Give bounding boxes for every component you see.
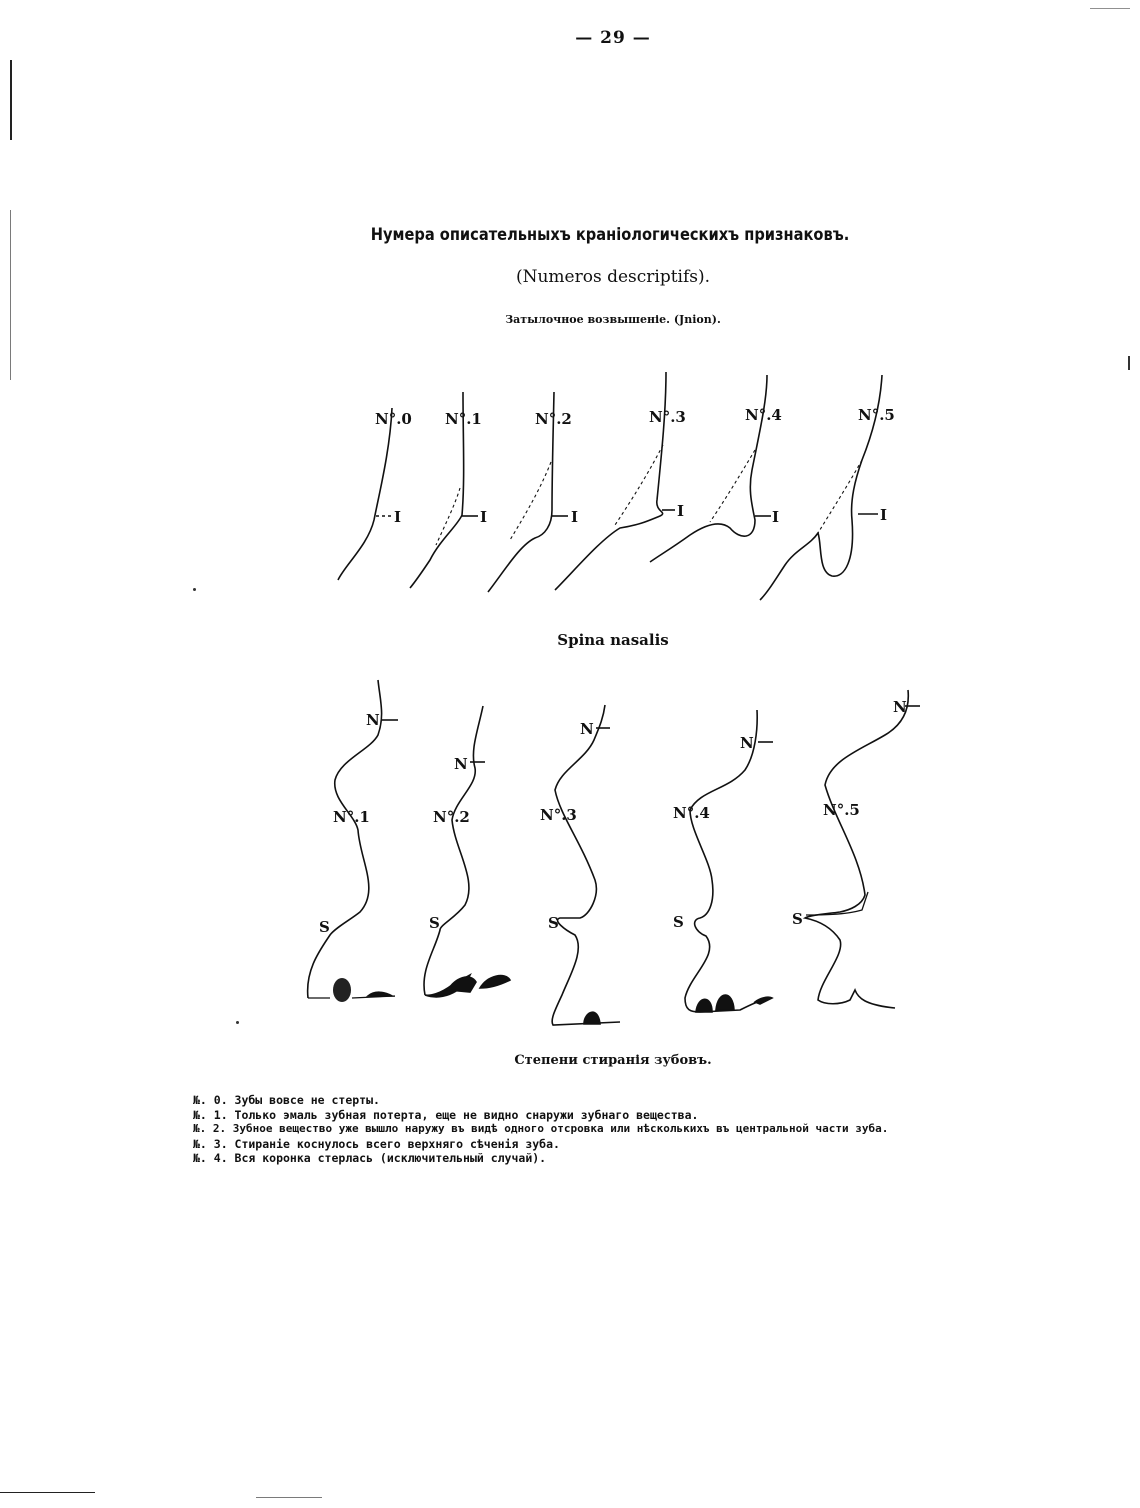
legend-item-2: №. 2. Зубное вещество уже вышло наружу въ видѣ одного отсровка или нѣсколькихъ въ центральной части зуба. — [193, 1122, 889, 1135]
page-number: — 29 — — [575, 28, 651, 48]
page-edge-line — [256, 1497, 322, 1498]
spina-nasion-1: N — [366, 711, 380, 729]
inion-label-1: N°.1 — [445, 410, 482, 428]
spina-label-5: N°.5 — [823, 801, 860, 819]
inion-caption: Затылочное возвышеніе. (Jnion). — [505, 313, 721, 326]
paper-speck — [1128, 356, 1130, 370]
inion-curve-3 — [555, 372, 666, 590]
inion-marker-1: I — [480, 508, 488, 526]
binding-edge-line — [10, 210, 11, 380]
inion-marker-2: I — [571, 508, 579, 526]
teeth-caption: Степени стиранія зубовъ. — [514, 1053, 712, 1068]
spina-nasion-4: N — [740, 734, 754, 752]
page-title: Нумера описательныхъ краніологическихъ признаковъ. — [370, 225, 850, 245]
inion-curve-4 — [650, 375, 767, 562]
inion-marker-0: I — [394, 508, 402, 526]
legend-item-3: №. 3. Стираніе коснулось всего верхняго сѣченія зуба. — [193, 1136, 560, 1151]
page-subtitle: (Numeros descriptifs). — [515, 267, 711, 287]
teeth-wear-legend — [193, 1093, 888, 1166]
spina-spine-1: S — [319, 918, 330, 936]
spina-nasion-2: N — [454, 755, 468, 773]
spina-curve-4 — [685, 710, 772, 1012]
spina-curve-2 — [424, 706, 483, 995]
paper-speck — [236, 1021, 239, 1024]
spina-label-4: N°.4 — [673, 804, 710, 822]
inion-label-4: N°.4 — [745, 406, 782, 424]
spina-label-3: N°.3 — [540, 806, 577, 824]
binding-edge-line — [10, 60, 12, 140]
legend-item-0: №. 0. Зубы вовсе не стерты. — [193, 1093, 380, 1107]
spina-spine-2: S — [429, 914, 440, 932]
inion-label-2: N°.2 — [535, 410, 572, 428]
paper-speck — [193, 588, 196, 591]
inion-curve-0 — [338, 408, 392, 580]
spina-curve-5 — [805, 690, 908, 1008]
spina-label-1: N°.1 — [333, 808, 370, 826]
spina-curve-3 — [552, 705, 620, 1025]
page-edge-line — [0, 1492, 95, 1493]
spina-spine-5: S — [792, 910, 803, 928]
inion-marker-4: I — [772, 508, 780, 526]
inion-figure — [0, 360, 1140, 610]
spina-figure — [0, 675, 1140, 1035]
inion-marker-3: I — [677, 502, 685, 520]
tooth-mark — [333, 978, 351, 1002]
spina-label-2: N°.2 — [433, 808, 470, 826]
inion-marker-5: I — [880, 506, 888, 524]
inion-label-5: N°.5 — [858, 406, 895, 424]
legend-item-4: №. 4. Вся коронка стерлась (исключительный случай). — [193, 1151, 547, 1165]
page-edge-line — [1090, 8, 1130, 9]
spina-spine-3: S — [548, 914, 559, 932]
legend-item-1: №. 1. Только эмаль зубная потерта, еще не видно снаружи зубнаго вещества. — [193, 1107, 699, 1122]
spina-nasion-3: N — [580, 720, 594, 738]
inion-label-0: N°.0 — [375, 410, 412, 428]
spina-spine-4: S — [673, 913, 684, 931]
inion-label-3: N°.3 — [649, 408, 686, 426]
spina-caption: Spina nasalis — [557, 631, 669, 649]
spina-nasion-5: N — [893, 698, 907, 716]
